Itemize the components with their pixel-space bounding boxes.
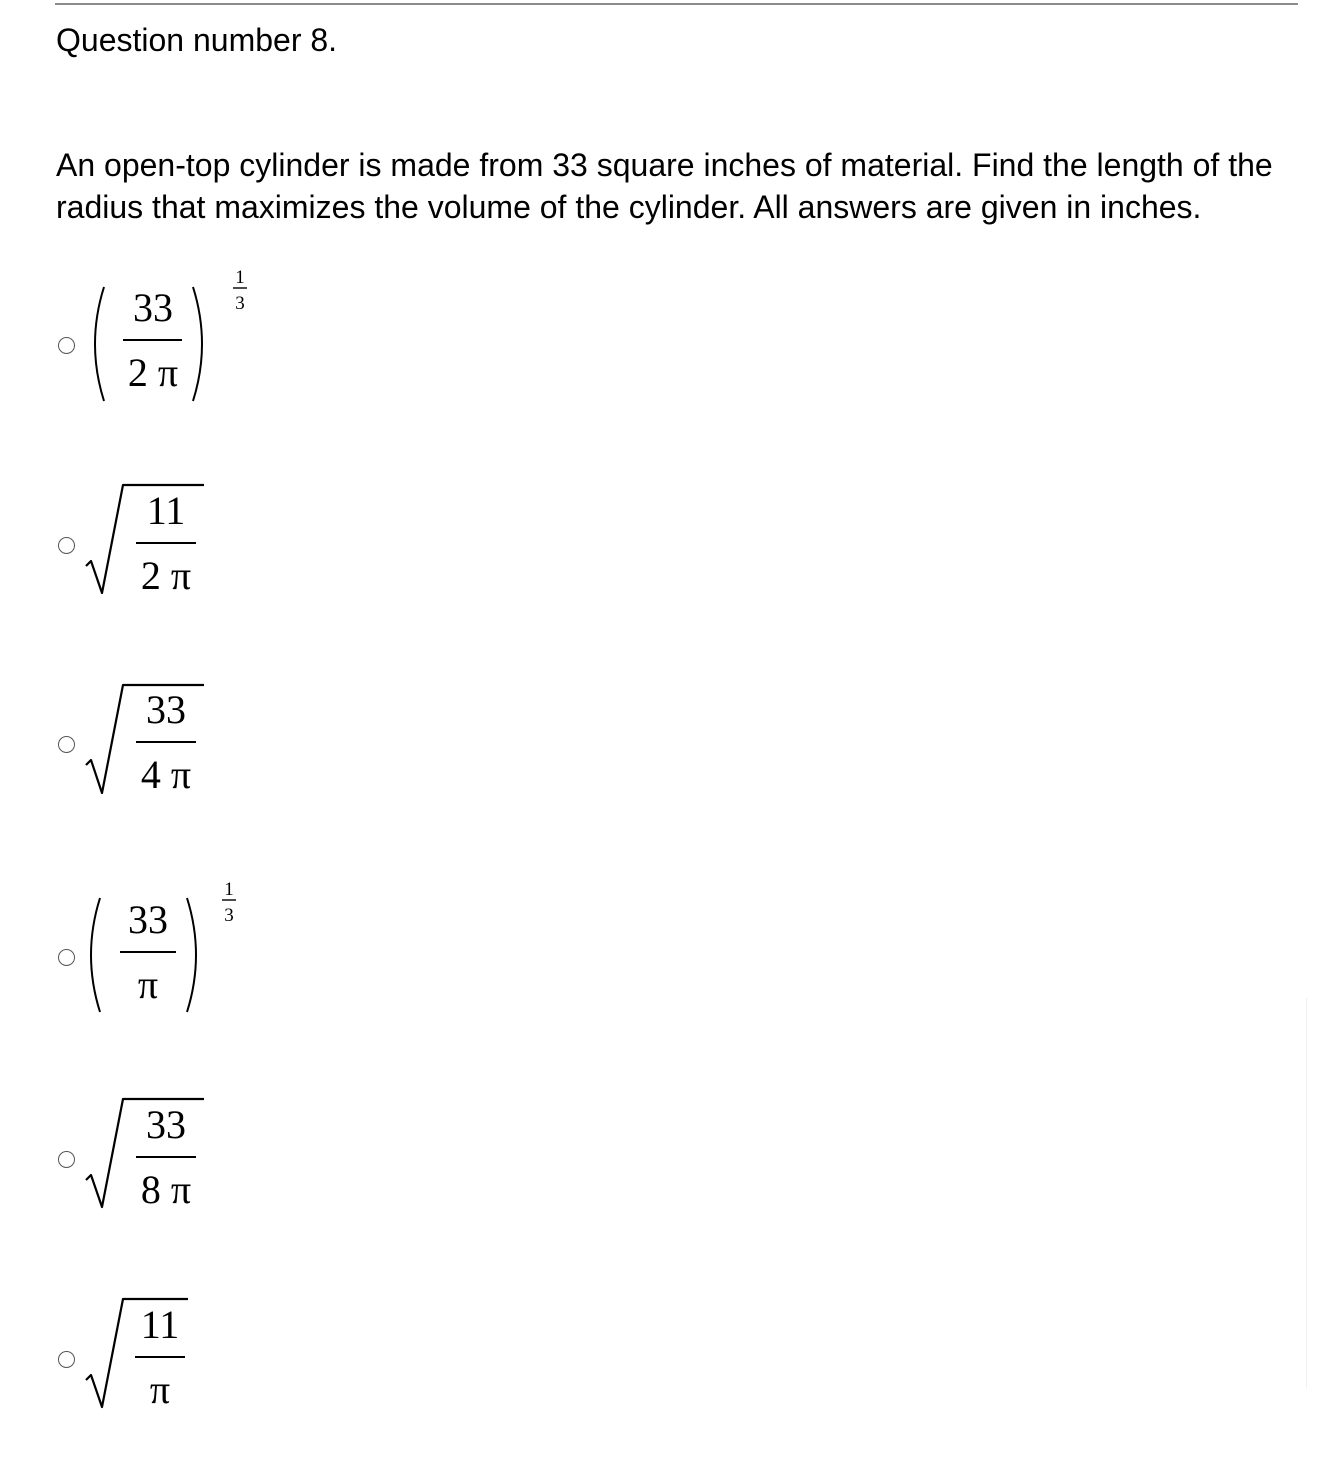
math-expression: [56, 266, 256, 406]
question-text: An open-top cylinder is made from 33 square inches of material. Find the length of the radius that maximizes the volume of the cylinder. All answers are given in inches.: [56, 147, 1273, 225]
exponent-numerator: 1: [235, 267, 245, 288]
answer-choice-3[interactable]: [56, 676, 216, 806]
math-expression: [56, 1290, 216, 1420]
right-paren: [193, 287, 202, 401]
fraction-numerator: 33: [133, 285, 173, 330]
fraction-denominator: 8 π: [140, 1167, 192, 1212]
answer-choice-4[interactable]: [56, 878, 256, 1018]
question-title: Question number 8.: [56, 22, 338, 58]
fraction-numerator: 33: [146, 1102, 186, 1147]
fraction-numerator: 33: [128, 897, 168, 942]
math-expression: [56, 878, 256, 1018]
math-expression: [56, 476, 216, 606]
panel-edge: [1306, 998, 1307, 1388]
answer-choice-2[interactable]: [56, 476, 216, 606]
top-divider: [55, 3, 1298, 5]
math-expression: [56, 1090, 216, 1220]
fraction-numerator: 33: [146, 687, 186, 732]
math-expression: [56, 676, 216, 806]
exponent-denominator: 3: [224, 905, 234, 926]
fraction-denominator: 2 π: [140, 553, 192, 598]
answer-choice-6[interactable]: [56, 1290, 216, 1420]
fraction-denominator: 2 π: [127, 350, 179, 395]
fraction-numerator: 11: [146, 488, 186, 533]
fraction-denominator: π: [149, 1367, 171, 1412]
exponent-denominator: 3: [235, 293, 245, 314]
right-paren: [187, 898, 196, 1012]
exponent-numerator: 1: [224, 879, 234, 900]
answer-choice-1[interactable]: [56, 266, 256, 406]
left-paren: [91, 898, 100, 1012]
answer-choice-5[interactable]: [56, 1090, 216, 1220]
fraction-denominator: 4 π: [140, 752, 192, 797]
fraction-numerator: 11: [140, 1302, 180, 1347]
left-paren: [95, 287, 104, 401]
fraction-denominator: π: [137, 962, 159, 1007]
